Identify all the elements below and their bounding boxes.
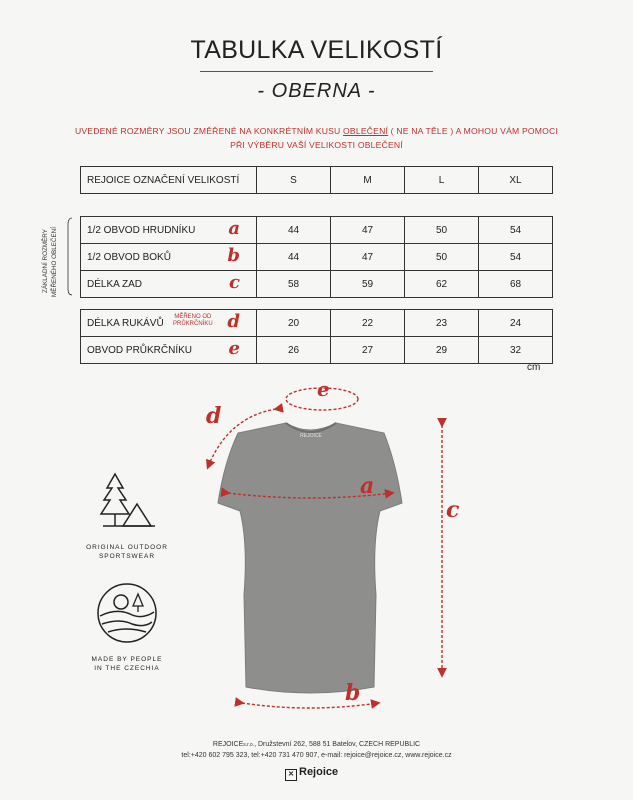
badge1-line1: ORIGINAL OUTDOOR — [86, 544, 168, 551]
cell: 29 — [405, 337, 479, 364]
side-label — [0, 215, 80, 298]
measurement-notice — [60, 124, 573, 152]
measure-letter: b — [227, 245, 240, 266]
row-label — [81, 244, 257, 271]
measure-letter: c — [229, 272, 240, 293]
product-name: - OBERNA - — [257, 80, 376, 102]
footer-contacts: tel:+420 602 795 323, tel:+420 731 470 907, e-mail: rejoice@rejoice.cz, www.rejoice.cz — [181, 752, 452, 759]
footer-address — [0, 741, 633, 748]
footer-address-text: , Družstevní 262, 588 51 Batelov, CZECH REPUBLIC — [254, 741, 421, 748]
cell: 62 — [405, 271, 479, 298]
measure-letter-e: e — [317, 377, 330, 401]
cell: 68 — [479, 271, 553, 298]
table-row — [81, 167, 553, 194]
measure-letter-d: d — [206, 403, 222, 429]
side-label-line1: ZÁKLADNÍ ROZMĚRY — [42, 229, 49, 293]
badge-outdoor — [72, 470, 182, 600]
footer-logo — [285, 766, 338, 781]
row-label-text: 1/2 OBVOD HRUDNÍKU — [87, 224, 196, 236]
measure-letter-a: a — [360, 473, 375, 499]
footer-legal: s.r.o. — [243, 742, 255, 748]
row-label — [81, 310, 257, 337]
table-row — [81, 337, 553, 364]
cell: 20 — [257, 310, 331, 337]
size-s: S — [257, 167, 331, 194]
row-label — [81, 271, 257, 298]
cell: 50 — [405, 217, 479, 244]
landscape-circle-icon — [96, 582, 158, 644]
table-row — [81, 217, 553, 244]
measure-letter: a — [228, 218, 240, 239]
extra-measurements-table — [80, 309, 553, 364]
title-divider — [200, 71, 433, 72]
note-line: MĚŘENO OD — [174, 314, 212, 320]
cell: 58 — [257, 271, 331, 298]
badge2-line1: MADE BY PEOPLE — [91, 656, 163, 663]
row-label-text: DÉLKA ZAD — [87, 278, 143, 290]
measure-letter: d — [227, 311, 240, 332]
cell: 27 — [331, 337, 405, 364]
row-label-text: 1/2 OBVOD BOKŮ — [87, 251, 171, 263]
cell: 44 — [257, 244, 331, 271]
shirt-brand-print: REJOICE — [300, 433, 322, 439]
row-label-text: OBVOD PRŮKRČNÍKU — [87, 344, 193, 356]
size-l: L — [405, 167, 479, 194]
cell: 50 — [405, 244, 479, 271]
table-row — [81, 244, 553, 271]
logo-mark-icon: ✕ — [285, 769, 297, 781]
cell: 59 — [331, 271, 405, 298]
cell: 23 — [405, 310, 479, 337]
footer-brand: REJOICE — [212, 741, 244, 748]
size-header-table — [80, 166, 553, 194]
tree-tent-icon — [97, 470, 157, 532]
side-label-line2: MĚŘENÉHO OBLEČENÍ — [51, 227, 58, 297]
cell: 26 — [257, 337, 331, 364]
cell: 32 — [479, 337, 553, 364]
table-row — [81, 271, 553, 298]
size-m: M — [331, 167, 405, 194]
size-header-label: REJOICE OZNAČENÍ VELIKOSTÍ — [81, 167, 257, 194]
basic-measurements-table — [80, 216, 553, 298]
badge2-line2: IN THE CZECHIA — [94, 665, 160, 672]
cell: 47 — [331, 244, 405, 271]
measured-from-neck-note — [173, 314, 213, 328]
table-row — [81, 310, 553, 337]
notice-text: UVEDENÉ ROZMĚRY JSOU ZMĚŘENÉ NA KONKRÉTNÍM KUSU — [74, 126, 344, 136]
size-xl: XL — [479, 167, 553, 194]
measure-letter-c: c — [446, 497, 460, 523]
row-label — [81, 217, 257, 244]
cell: 22 — [331, 310, 405, 337]
cell: 54 — [479, 217, 553, 244]
cell: 47 — [331, 217, 405, 244]
badge-made-in-czechia — [72, 582, 182, 672]
badge1-line2: SPORTSWEAR — [98, 553, 156, 560]
cell: 24 — [479, 310, 553, 337]
measure-letter: e — [228, 338, 240, 359]
page-title: TABULKA VELIKOSTÍ — [190, 36, 443, 64]
shirt-diagram — [180, 375, 490, 720]
row-label — [81, 337, 257, 364]
row-label-text: DÉLKA RUKÁVŮ — [87, 317, 164, 329]
measure-letter-b: b — [345, 680, 361, 706]
side-bracket — [68, 218, 72, 295]
t-shirt-icon — [218, 423, 402, 693]
cell: 44 — [257, 217, 331, 244]
logo-text: Rejoice — [299, 766, 339, 778]
notice-underlined: OBLEČENÍ — [343, 126, 389, 136]
unit-label: cm — [527, 362, 541, 373]
cell: 54 — [479, 244, 553, 271]
note-line: PRŮKRČNÍKU — [173, 321, 213, 327]
notice-text: PŘI VÝBĚRU VAŠÍ VELIKOSTI OBLEČENÍ — [230, 140, 403, 150]
notice-text: ( NE NA TĚLE ) A MOHOU VÁM POMOCI — [388, 126, 559, 136]
